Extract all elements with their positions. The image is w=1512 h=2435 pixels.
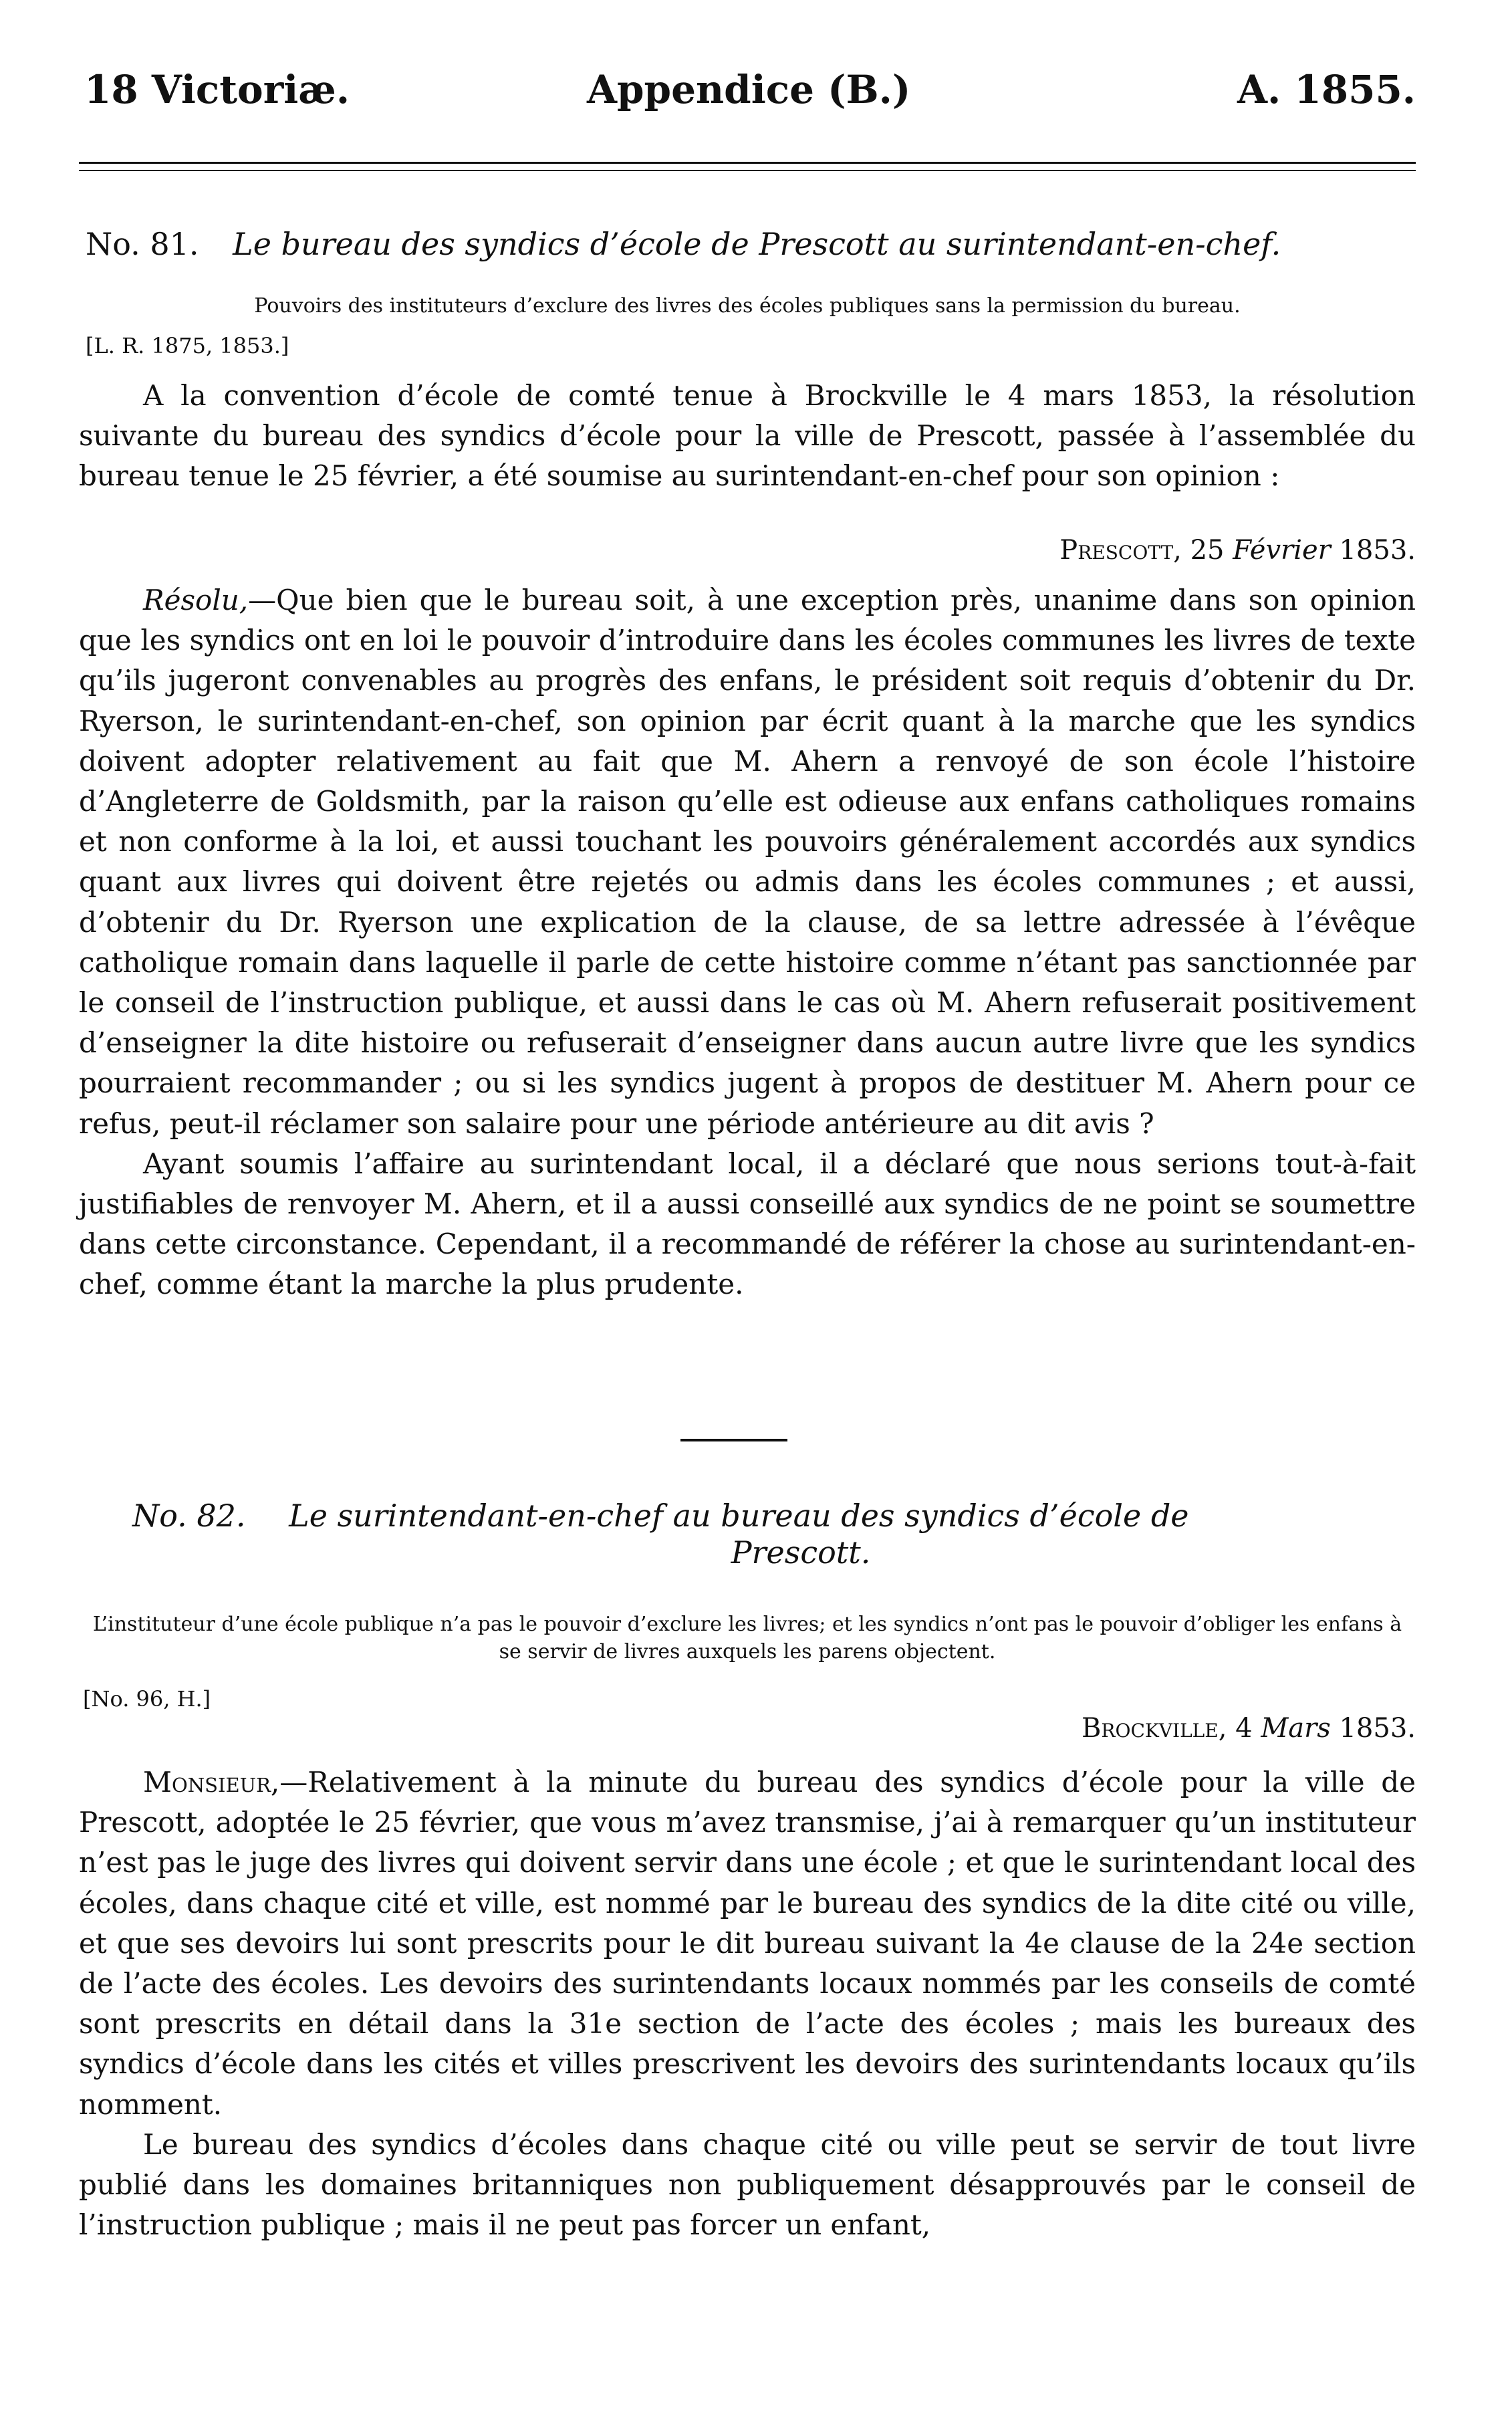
doc81-number: No. 81. (86, 226, 199, 262)
doc81-intro: A la convention d’école de comté tenue à Brockville le 4 mars 1853, la résolution suivante du bureau des syndics d’école pour la ville de Prescott, passée à l’assemblée du bureau tenue le 25 février, a été soumise au surintendant-en-chef pour son opinion : (79, 379, 1416, 493)
doc82-dateline-place: Brockville, (1082, 1713, 1227, 1744)
doc81-dateline-month: Février (1233, 535, 1331, 566)
doc82-dateline (79, 1713, 1442, 1744)
doc82-title-line2: Prescott. (731, 1534, 871, 1571)
header-rule-thin (79, 170, 1416, 171)
doc81-resolution-text: —Que bien que le bureau soit, à une exception près, unanime dans son opinion que les syndics ont en loi le pouvoir d’introduire dans les écoles communes les livres de texte qu’ils jugeront convenables au progrès des enfans, le président soit requis d’obtenir du Dr. Ryerson, le surintendant-en-chef, son opinion par écrit quant à la marche que les syndics doivent adopter relativement au fait que M. Ahern a renvoyé de son école l’histoire d’Angleterre de Goldsmith, par la raison qu’elle est odieuse aux enfans catholiques romains et non conforme à la loi, et aussi touchant les pouvoirs généralement accordés aux syndics quant aux livres qui doivent être rejetés ou admis dans les écoles communes ; et aussi, d’obtenir du Dr. Ryerson une explication de la clause, de sa lettre adressée à l’évêque catholique romain dans laquelle il parle de cette histoire comme n’étant pas sanctionnée par le conseil de l’instruction publique, et aussi dans le cas où M. Ahern refuserait positivement d’enseigner la dite histoire ou refuserait d’enseigner dans aucun autre livre que les syndics pourraient recommander ; ou si les syndics jugent à propos de destituer M. Ahern pour ce refus, peut-il réclamer son salaire pour une période antérieure au dit avis ? (79, 584, 1416, 1140)
doc81-intro-block (79, 376, 1416, 497)
header-year: A. 1855. (1237, 67, 1416, 112)
doc81-resolution-block (79, 580, 1416, 1305)
doc81-reference: [L. R. 1875, 1853.] (86, 333, 289, 358)
doc82-dateline-date: 4 (1235, 1713, 1253, 1744)
header-rule (79, 162, 1416, 164)
doc81-closing: Ayant soumis l’affaire au surintendant local, il a déclaré que nous serions tout-à-fait justifiables de renvoyer M. Ahern, et il a aussi conseillé aux syndics de ne point se soumettre dans cette circonstance. Cependant, il a recommandé de référer la chose au surintendant-en-chef, comme étant la marche la plus prudente. (79, 1147, 1416, 1301)
doc82-reference: [No. 96, H.] (83, 1686, 211, 1712)
doc81-dateline-place: Prescott, (1059, 535, 1182, 566)
doc82-dateline-year: 1853. (1339, 1713, 1416, 1744)
doc82-para1-text: —Relativement à la minute du bureau des syndics d’école pour la ville de Prescott, adoptée le 25 février, que vous m’avez transmise, j’ai à remarquer qu’un instituteur n’est pas le juge des livres qui doivent servir dans une école ; et que le surintendant local des écoles, dans chaque cité et ville, est nommé par le bureau des syndics de la dite cité ou ville, et que ses devoirs lui sont prescrits pour le dit bureau suivant la 4e clause de la 24e section de l’acte des écoles. Les devoirs des surintendants locaux nommés par les conseils de comté sont prescrits en détail dans la 31e section de l’acte des écoles ; mais les bureaux des syndics d’école dans les cités et villes prescrivent les devoirs des surintendants locaux qu’ils nomment. (79, 1766, 1416, 2121)
section-separator (680, 1439, 787, 1441)
doc81-heading (86, 226, 1422, 263)
doc81-dateline-year: 1853. (1339, 535, 1416, 566)
doc81-dateline (79, 535, 1442, 566)
doc81-title: Le bureau des syndics d’école de Prescott au surintendant-en-chef. (233, 226, 1281, 262)
doc82-para2: Le bureau des syndics d’écoles dans chaque cité ou ville peut se servir de tout livre publié dans les domaines britanniques non publiquement désapprouvés par le conseil de l’instruction publique ; mais il ne peut pas forcer un enfant, (79, 2127, 1416, 2242)
doc82-number: No. 82. (132, 1498, 246, 1534)
doc81-dateline-date: 25 (1190, 535, 1225, 566)
header-regnal-year: 18 Victoriæ. (84, 67, 350, 112)
doc82-para1 (79, 1762, 1416, 2125)
doc81-summary: Pouvoirs des instituteurs d’exclure des livres des écoles publiques sans la permission du bureau. (254, 294, 1241, 318)
header-appendix: Appendice (B.) (587, 67, 911, 112)
doc82-letter (79, 1762, 1416, 2245)
doc82-title-line1: Le surintendant-en-chef au bureau des syndics d’école de (289, 1498, 1189, 1534)
doc82-dateline-month: Mars (1261, 1713, 1331, 1744)
doc82-heading (132, 1498, 1416, 1571)
doc82-salutation: Monsieur, (143, 1766, 280, 1799)
running-head (79, 67, 1416, 127)
doc81-resolution-lead: Résolu, (143, 584, 249, 616)
doc82-summary: L’instituteur d’une école publique n’a pas le pouvoir d’exclure les livres; et les syndics n’ont pas le pouvoir d’obliger les enfans à se servir de livres auxquels les parens objectent. (92, 1613, 1402, 1663)
doc81-resolution (79, 580, 1416, 1144)
